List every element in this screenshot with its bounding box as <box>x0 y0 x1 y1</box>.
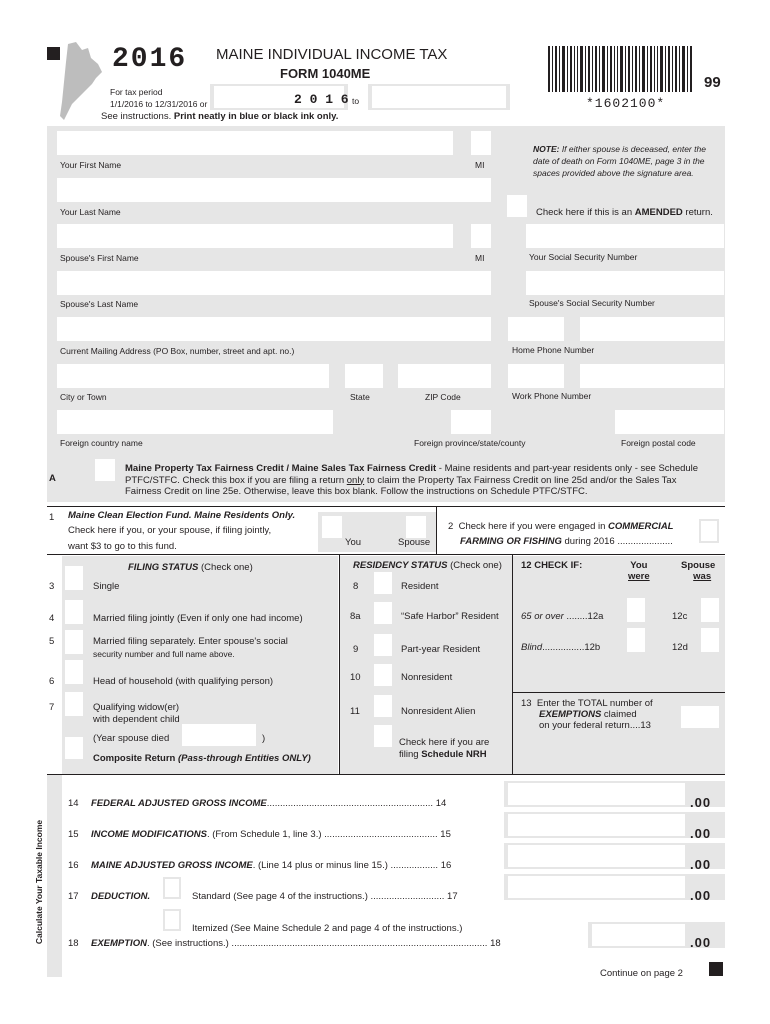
label-12d: 12d <box>672 642 688 653</box>
line-1-text1: Check here if you, or your spouse, if filing jointly, <box>68 525 272 536</box>
composite-return-label: Composite Return (Pass-through Entities ONLY) <box>93 753 311 764</box>
clean-election-you-checkbox[interactable] <box>322 516 342 538</box>
income-sidebar <box>47 775 62 977</box>
income-sidebar-label: Calculate Your Taxable Income <box>34 819 45 945</box>
city-field[interactable] <box>57 364 329 388</box>
line-16-number: 16 <box>68 860 79 871</box>
filing-single-checkbox[interactable] <box>65 566 83 590</box>
line-16-cents: .00 <box>690 857 712 872</box>
rs-9-label: Part-year Resident <box>401 644 481 655</box>
foreign-postal-label: Foreign postal code <box>621 438 696 448</box>
home-phone-number-field[interactable] <box>580 317 724 341</box>
line-1-text2: want $3 to go to this fund. <box>68 541 177 552</box>
divider-line-3 <box>47 774 725 775</box>
nonresident-checkbox[interactable] <box>374 664 392 686</box>
line-18-cents: .00 <box>690 935 712 950</box>
filing-status-title: FILING STATUS (Check one) <box>128 562 253 573</box>
line-16-label: MAINE ADJUSTED GROSS INCOME. (Line 14 plus or minus line 15.) .................. 16 <box>91 860 452 871</box>
divider-filing-residency <box>339 554 340 774</box>
divider-line-2 <box>47 554 725 555</box>
year-spouse-died-field[interactable] <box>182 724 256 746</box>
line-14-cents: .00 <box>690 795 712 810</box>
rs-10-number: 10 <box>350 672 361 683</box>
spouse-blind-checkbox[interactable] <box>701 628 719 652</box>
work-phone-area-field[interactable] <box>508 364 564 388</box>
home-phone-label: Home Phone Number <box>512 345 595 355</box>
foreign-country-field[interactable] <box>57 410 333 434</box>
fs-4-number: 4 <box>49 613 55 624</box>
line-18-field[interactable] <box>592 924 685 946</box>
filing-hoh-checkbox[interactable] <box>65 660 83 684</box>
fs-3-number: 3 <box>49 581 55 592</box>
resident-checkbox[interactable] <box>374 572 392 594</box>
zip-field[interactable] <box>398 364 491 388</box>
rs-8a-number: 8a <box>350 611 361 622</box>
divider-line-1 <box>47 506 725 507</box>
line-a-checkbox[interactable] <box>95 459 115 481</box>
line-15-field[interactable] <box>508 814 685 836</box>
last-name-field[interactable] <box>57 178 491 202</box>
continue-label: Continue on page 2 <box>600 968 683 979</box>
clean-election-you-label: You <box>345 537 362 548</box>
line-17-bold: DEDUCTION. <box>91 891 151 902</box>
line-17-field[interactable] <box>508 876 685 898</box>
work-phone-label: Work Phone Number <box>512 391 592 401</box>
work-phone-number-field[interactable] <box>580 364 724 388</box>
fs-6-label: Head of household (with qualifying person) <box>93 676 274 687</box>
corner-mark-bottom-right <box>709 962 723 976</box>
year-spouse-died-paren: ) <box>262 733 266 744</box>
zip-label: ZIP Code <box>425 392 461 402</box>
filing-joint-checkbox[interactable] <box>65 600 83 624</box>
filing-separate-checkbox[interactable] <box>65 630 83 654</box>
line-a-letter: A <box>49 473 56 484</box>
foreign-province-label: Foreign province/state/county <box>414 438 526 448</box>
foreign-province-field[interactable] <box>451 410 491 434</box>
composite-return-checkbox[interactable] <box>65 737 83 759</box>
nonresident-alien-checkbox[interactable] <box>374 695 392 717</box>
spouse-last-name-label: Spouse's Last Name <box>60 299 139 309</box>
tax-period-label: For tax period <box>110 87 163 97</box>
check-if-title: 12 CHECK IF: <box>521 560 583 571</box>
residency-title: RESIDENCY STATUS (Check one) <box>353 560 502 571</box>
line-14-label: FEDERAL ADJUSTED GROSS INCOME............................................................... 14 <box>91 798 447 809</box>
spouse-over-65-checkbox[interactable] <box>701 598 719 622</box>
foreign-postal-field[interactable] <box>615 410 724 434</box>
filing-widow-checkbox[interactable] <box>65 692 83 716</box>
fs-5-label2: security number and full name above. <box>93 649 235 659</box>
blind-label: Blind................12b <box>521 642 601 653</box>
standard-deduction-checkbox-inner <box>165 879 179 897</box>
rs-9-number: 9 <box>353 644 359 655</box>
line-17-label: Standard (See page 4 of the instructions.) ............................ 17 <box>192 891 458 902</box>
line-13-text: 13 Enter the TOTAL number of EXEMPTIONS claimed on your federal return....13 <box>521 698 653 731</box>
address-field[interactable] <box>57 317 491 341</box>
state-field[interactable] <box>345 364 383 388</box>
clean-election-spouse-label: Spouse <box>398 537 431 548</box>
middle-initial-field[interactable] <box>471 131 491 155</box>
first-name-field[interactable] <box>57 131 453 155</box>
divider-line-1-2 <box>436 506 437 554</box>
itemized-label: Itemized (See Maine Schedule 2 and page 4 of the instructions.) <box>192 923 463 934</box>
fs-5-number: 5 <box>49 636 55 647</box>
form-name: FORM 1040ME <box>280 66 371 81</box>
check-if-you-header: You were <box>628 560 650 582</box>
part-year-checkbox[interactable] <box>374 634 392 656</box>
line-17-number: 17 <box>68 891 79 902</box>
schedule-nrh-label: Check here if you are filing Schedule NRH <box>399 737 490 760</box>
home-phone-area-field[interactable] <box>508 317 564 341</box>
barcode <box>548 46 694 92</box>
line-16-field[interactable] <box>508 845 685 867</box>
fs-6-number: 6 <box>49 676 55 687</box>
line-18-label: EXEMPTION. (See instructions.) ................................................................................................. 18 <box>91 938 501 949</box>
fs-7-number: 7 <box>49 702 55 713</box>
fs-5-label: Married filing separately. Enter spouse's social <box>93 636 288 647</box>
spouse-last-name-field[interactable] <box>57 271 491 295</box>
line-14-number: 14 <box>68 798 79 809</box>
fs-7-label: Qualifying widow(er) <box>93 702 180 713</box>
clean-election-spouse-checkbox[interactable] <box>406 516 426 538</box>
line-1-number: 1 <box>49 512 55 523</box>
line-2-text: 2 Check here if you were engaged in COMMERCIAL FARMING OR FISHING during 2016 ..................... <box>448 521 674 547</box>
form-title: MAINE INDIVIDUAL INCOME TAX <box>216 46 448 63</box>
safe-harbor-checkbox[interactable] <box>374 602 392 624</box>
line-18-number: 18 <box>68 938 79 949</box>
line-1-title: Maine Clean Election Fund. Maine Residents Only. <box>68 510 296 521</box>
spouse-first-name-field[interactable] <box>57 224 453 248</box>
rs-8-label: Resident <box>401 581 439 592</box>
spouse-first-name-label: Spouse's First Name <box>60 253 139 263</box>
ssn-field[interactable] <box>526 224 724 248</box>
rs-11-label: Nonresident Alien <box>401 706 476 717</box>
address-label: Current Mailing Address (PO Box, number, street and apt. no.) <box>60 346 295 356</box>
line-17-cents: .00 <box>690 888 712 903</box>
schedule-nrh-checkbox[interactable] <box>374 725 392 747</box>
period-end-field[interactable] <box>372 86 506 108</box>
fs-4-label: Married filing jointly (Even if only one had income) <box>93 613 303 624</box>
period-to-label: to <box>352 96 360 106</box>
amended-checkbox[interactable] <box>507 195 527 217</box>
state-label: State <box>350 392 370 402</box>
foreign-country-label: Foreign country name <box>60 438 143 448</box>
page-code: 99 <box>704 74 721 91</box>
year-spouse-died-label: (Year spouse died <box>93 733 170 744</box>
exemptions-field[interactable] <box>681 706 719 728</box>
city-label: City or Town <box>60 392 107 402</box>
last-name-label: Your Last Name <box>60 207 121 217</box>
deceased-note: NOTE: If either spouse is deceased, enter the date of death on Form 1040ME, page 3 in the spaces provided above the signature area. <box>533 144 706 178</box>
mi-label: MI <box>475 160 485 170</box>
maine-state-silhouette <box>58 42 104 122</box>
rs-10-label: Nonresident <box>401 672 453 683</box>
rs-11-number: 11 <box>350 706 360 717</box>
divider-residency-checkif <box>512 554 513 774</box>
line-15-cents: .00 <box>690 826 712 841</box>
period-year: 2 0 1 6 <box>294 92 349 107</box>
you-blind-checkbox[interactable] <box>627 628 645 652</box>
barcode-number: *1602100* <box>586 96 666 111</box>
spouse-ssn-field[interactable] <box>526 271 724 295</box>
commercial-farming-checkbox-inner <box>701 521 717 541</box>
instructions-line: See instructions. Print neatly in blue or black ink only. <box>101 111 339 122</box>
line-a-text: Maine Property Tax Fairness Credit / Maine Sales Tax Fairness Credit - Maine residents and part-year residents only - see Schedule PTFC/STFC. Check this box if you are filing a return only to claim the Property Tax Fairness Credit on line 25d and/or the Sales Tax Fairness Credit on line 25e. Otherwise, leave this box blank. Follow the instructions on Schedule PTFC/STFC. <box>125 463 699 497</box>
amended-label: Check here if this is an AMENDED return. <box>536 207 713 218</box>
rs-8-number: 8 <box>353 581 359 592</box>
you-over-65-checkbox[interactable] <box>627 598 645 622</box>
spouse-mi-label: MI <box>475 253 485 263</box>
spouse-ssn-label: Spouse's Social Security Number <box>529 298 655 308</box>
over-65-label: 65 or over ........12a <box>521 611 604 622</box>
form-year: 2016 <box>112 44 188 75</box>
first-name-label: Your First Name <box>60 160 122 170</box>
fs-3-label: Single <box>93 581 120 592</box>
divider-12-13 <box>513 692 725 693</box>
itemized-deduction-checkbox-inner <box>165 911 179 929</box>
label-12c: 12c <box>672 611 688 622</box>
fs-7-label2: with dependent child <box>93 714 180 725</box>
line-15-label: INCOME MODIFICATIONS. (From Schedule 1, line 3.) ........................................... 15 <box>91 829 451 840</box>
spouse-middle-initial-field[interactable] <box>471 224 491 248</box>
tax-period-range: 1/1/2016 to 12/31/2016 or <box>110 99 208 109</box>
line-14-field[interactable] <box>508 783 685 805</box>
rs-8a-label: “Safe Harbor” Resident <box>401 611 499 622</box>
check-if-section <box>513 556 725 774</box>
line-15-number: 15 <box>68 829 79 840</box>
ssn-label: Your Social Security Number <box>529 252 638 262</box>
check-if-spouse-header: Spouse was <box>681 560 716 582</box>
